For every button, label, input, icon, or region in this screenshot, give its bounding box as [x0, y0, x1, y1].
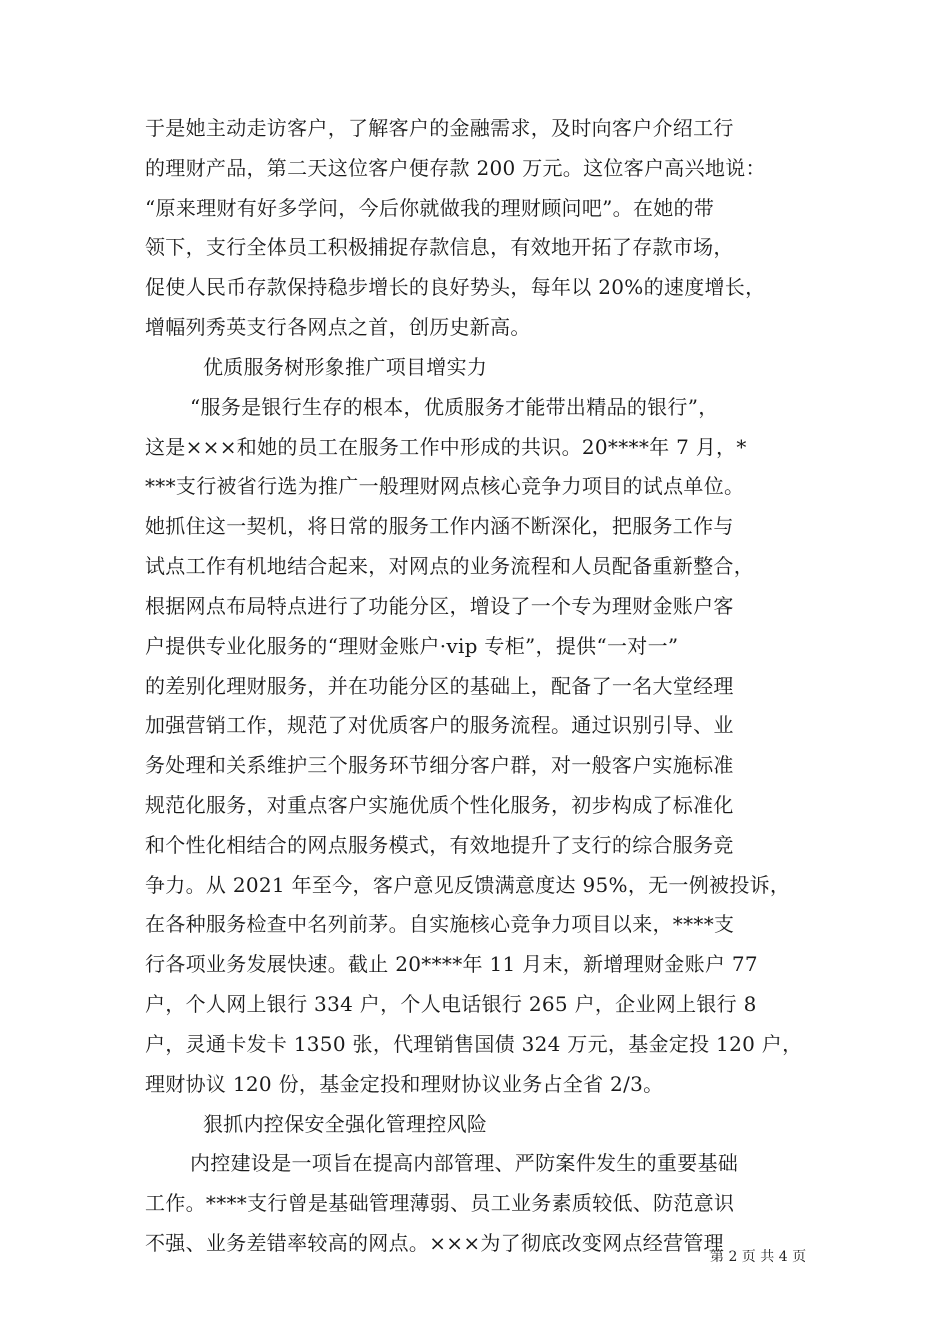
body-text-line: 不强、业务差错率较高的网点。×××为了彻底改变网点经营管理	[145, 1231, 724, 1255]
body-text-line: “原来理财有好多学问，今后你就做我的理财顾问吧”。在她的带	[145, 196, 715, 220]
body-text-line: 理财协议 120 份，基金定投和理财协议业务占全省 2/3。	[145, 1072, 664, 1096]
body-text-line: 行各项业务发展快速。截止 20****年 11 月末，新增理财金账户 77	[145, 952, 758, 976]
body-text-line: 和个性化相结合的网点服务模式，有效地提升了支行的综合服务竞	[145, 833, 734, 857]
body-text-line: 的理财产品，第二天这位客户便存款 200 万元。这位客户高兴地说：	[145, 156, 766, 180]
body-text-line: 内控建设是一项旨在提高内部管理、严防案件发生的重要基础	[190, 1151, 739, 1175]
body-text-line: 加强营销工作，规范了对优质客户的服务流程。通过识别引导、业	[145, 713, 734, 737]
body-text-line: 增幅列秀英支行各网点之首，创历史新高。	[145, 315, 531, 339]
body-text-line: 规范化服务，对重点客户实施优质个性化服务，初步构成了标准化	[145, 793, 734, 817]
body-text-line: 户，个人网上银行 334 户，个人电话银行 265 户，企业网上银行 8	[145, 992, 757, 1016]
body-text-line: 根据网点布局特点进行了功能分区，增设了一个专为理财金账户客	[145, 594, 734, 618]
body-text-line: 她抓住这一契机，将日常的服务工作内涵不断深化，把服务工作与	[145, 514, 734, 538]
body-text-line: 户，灵通卡发卡 1350 张，代理销售国债 324 万元，基金定投 120 户，	[145, 1032, 803, 1056]
body-text-line: “服务是银行生存的根本，优质服务才能带出精品的银行”，	[190, 395, 719, 419]
section-heading: 狠抓内控保安全强化管理控风险	[203, 1112, 488, 1136]
body-text-line: 于是她主动走访客户，了解客户的金融需求，及时向客户介绍工行	[145, 116, 734, 140]
section-heading: 优质服务树形象推广项目增实力	[203, 355, 488, 379]
body-text-line: 争力。从 2021 年至今，客户意见反馈满意度达 95%，无一例被投诉，	[145, 873, 791, 897]
body-text-line: 试点工作有机地结合起来，对网点的业务流程和人员配备重新整合，	[145, 554, 754, 578]
body-text-line: 领下，支行全体员工积极捕捉存款信息，有效地开拓了存款市场，	[145, 235, 734, 259]
body-text-line: 促使人民币存款保持稳步增长的良好势头，每年以 20%的速度增长，	[145, 275, 766, 299]
body-text-line: 工作。****支行曾是基础管理薄弱、员工业务素质较低、防范意识	[145, 1191, 735, 1215]
body-text-line: 在各种服务检查中名列前茅。自实施核心竞争力项目以来，****支	[145, 912, 735, 936]
body-text-line: ***支行被省行选为推广一般理财网点核心竞争力项目的试点单位。	[145, 474, 745, 498]
body-text-line: 户提供专业化服务的“理财金账户·vip 专柜”，提供“一对一”	[145, 634, 679, 658]
body-text-line: 务处理和关系维护三个服务环节细分客户群，对一般客户实施标准	[145, 753, 734, 777]
page-number-footer: 第 2 页 共 4 页	[710, 1249, 807, 1265]
body-text-line: 这是×××和她的员工在服务工作中形成的共识。20****年 7 月，*	[145, 435, 747, 459]
body-text-line: 的差别化理财服务，并在功能分区的基础上，配备了一名大堂经理	[145, 674, 734, 698]
